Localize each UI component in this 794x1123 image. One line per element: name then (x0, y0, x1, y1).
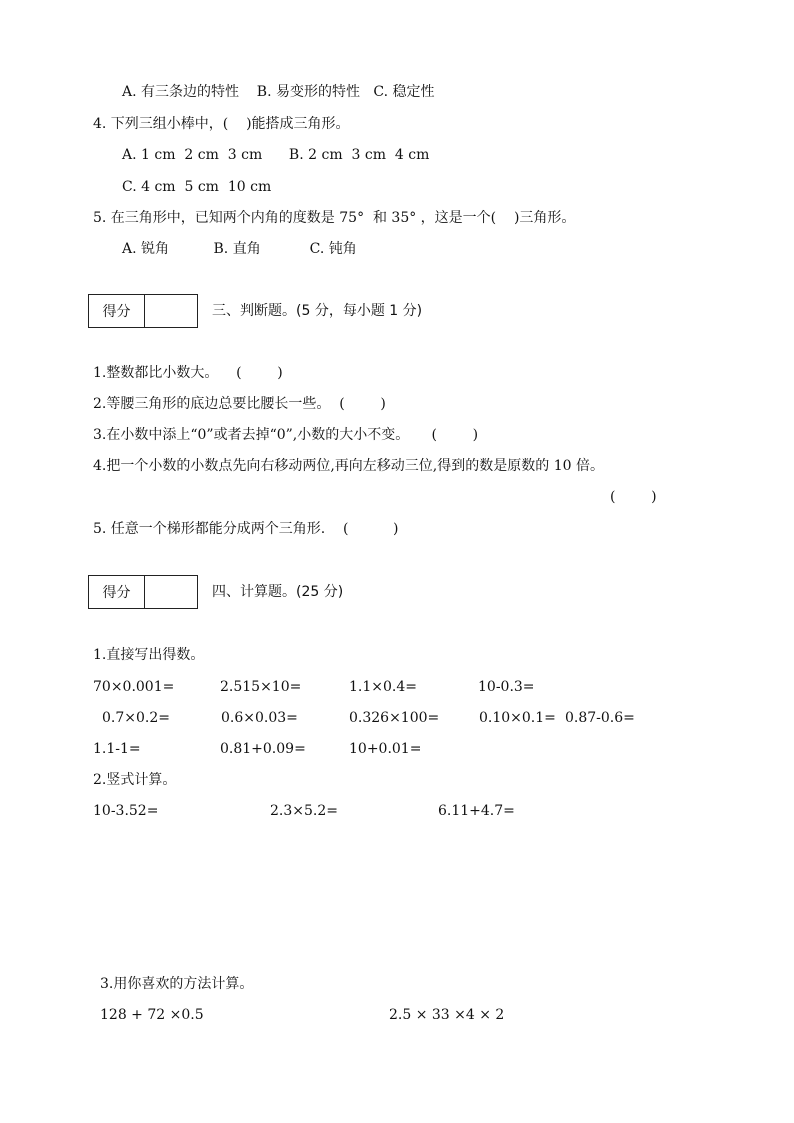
simplify-calc-item: 2.5 × 33 ×4 × 2 (389, 1007, 505, 1023)
part1-title: 1.直接写出得数。 (93, 647, 205, 663)
section3-heading: 三、判断题。(5 分，每小题 1 分) (212, 303, 423, 319)
calc-item: 10-0.3= (478, 679, 535, 695)
judge-item-4: 4.把一个小数的小数点先向右移动两位,再向左移动三位,得到的数是原数的 10 倍。 (93, 458, 604, 474)
calc-item: 0.7×0.2= (102, 710, 170, 726)
part2-title: 2.竖式计算。 (93, 772, 177, 788)
simplify-calc-item: 128 + 72 ×0.5 (100, 1007, 204, 1023)
calc-item: 0.6×0.03= (221, 710, 298, 726)
q5-options: A. 锐角 B. 直角 C. 钝角 (122, 241, 357, 257)
vertical-calc-item: 10-3.52= (93, 803, 159, 819)
q3-options: A. 有三条边的特性 B. 易变形的特性 C. 稳定性 (122, 84, 435, 100)
judge-item-4-answer: ( ) (610, 489, 657, 505)
score-label: 得分 (89, 295, 145, 327)
score-entry-cell[interactable] (145, 295, 197, 327)
judge-item-1: 1.整数都比小数大。 ( ) (93, 365, 283, 381)
vertical-calc-item: 6.11+4.7= (438, 803, 515, 819)
part3-title: 3.用你喜欢的方法计算。 (100, 976, 254, 992)
calc-item: 70×0.001= (93, 679, 175, 695)
calc-item: 10+0.01= (349, 741, 422, 757)
calc-item: 0.10×0.1= (479, 710, 556, 726)
judge-item-5: 5. 任意一个梯形都能分成两个三角形. ( ) (93, 521, 399, 537)
score-entry-cell[interactable] (145, 576, 197, 608)
score-box-section4 (88, 575, 198, 609)
calc-item: 0.81+0.09= (220, 741, 306, 757)
section4-heading: 四、计算题。(25 分) (212, 584, 344, 600)
calc-item: 1.1×0.4= (349, 679, 417, 695)
vertical-calc-item: 2.3×5.2= (270, 803, 338, 819)
calc-item: 0.87-0.6= (565, 710, 635, 726)
q4-option-c: C. 4 cm 5 cm 10 cm (122, 179, 272, 195)
calc-item: 0.326×100= (349, 710, 440, 726)
score-label: 得分 (89, 576, 145, 608)
q5-question: 5. 在三角形中，已知两个内角的度数是 75° 和 35° ，这是一个( )三角形。 (93, 210, 576, 226)
calc-item: 1.1-1= (93, 741, 141, 757)
judge-item-3: 3.在小数中添上“0”或者去掉“0”,小数的大小不变。 ( ) (93, 427, 479, 443)
q4-question: 4. 下列三组小棒中，( )能搭成三角形。 (93, 116, 350, 132)
q4-options-ab: A. 1 cm 2 cm 3 cm B. 2 cm 3 cm 4 cm (122, 147, 430, 163)
judge-item-2: 2.等腰三角形的底边总要比腰长一些。 ( ) (93, 396, 386, 412)
calc-item: 2.515×10= (220, 679, 302, 695)
score-box-section3 (88, 294, 198, 328)
